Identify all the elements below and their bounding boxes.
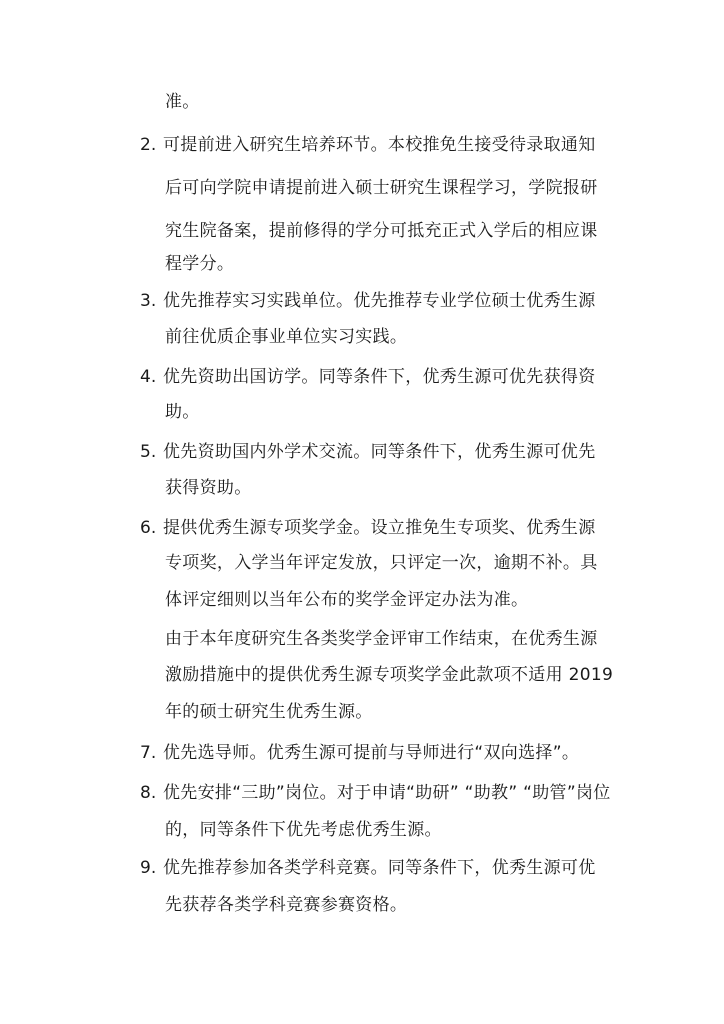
text-line: 优先安排“三助”岗位。对于申请“助研” “助教” “助管”岗位 [163, 783, 611, 803]
text-line: 可提前进入研究生培养环节。本校推免生接受待录取通知 [163, 135, 596, 155]
text-line: 优先推荐参加各类学科竞赛。同等条件下，优秀生源可优 [163, 858, 596, 878]
text-line: 前往优质企事业单位实习实践。 [165, 327, 408, 347]
list-number: 4. [140, 367, 157, 387]
text-line: 由于本年度研究生各类奖学金评审工作结束，在优秀生源 [165, 629, 598, 649]
text-line: 优先推荐实习实践单位。优先推荐专业学位硕士优秀生源 [163, 291, 596, 311]
text-line: 究生院备案，提前修得的学分可抵充正式入学后的相应课 [165, 221, 598, 241]
list-number: 3. [140, 291, 157, 311]
list-number: 9. [140, 858, 157, 878]
text-line: 获得资助。 [165, 478, 252, 498]
text-line: 先获荐各类学科竞赛参赛资格。 [165, 895, 408, 915]
text-line: 准。 [165, 92, 200, 112]
list-number: 7. [140, 743, 157, 763]
text-line: 优先选导师。优秀生源可提前与导师进行“双向选择”。 [163, 743, 580, 763]
list-number: 5. [140, 442, 157, 462]
list-number: 8. [140, 783, 157, 803]
list-number: 6. [140, 518, 157, 538]
text-line: 助。 [165, 402, 200, 422]
text-line: 体评定细则以当年公布的奖学金评定办法为准。 [165, 590, 529, 610]
text-line: 年的硕士研究生优秀生源。 [165, 702, 373, 722]
text-line: 程学分。 [165, 254, 235, 274]
text-line: 的，同等条件下优先考虑优秀生源。 [165, 820, 442, 840]
list-number: 2. [140, 135, 157, 155]
text-line: 专项奖，入学当年评定发放，只评定一次，逾期不补。具 [165, 553, 598, 573]
text-line: 激励措施中的提供优秀生源专项奖学金此款项不适用 2019 [165, 665, 614, 685]
text-line: 优先资助出国访学。同等条件下，优秀生源可优先获得资 [163, 367, 596, 387]
text-line: 优先资助国内外学术交流。同等条件下，优秀生源可优先 [163, 442, 596, 462]
text-line: 后可向学院申请提前进入硕士研究生课程学习，学院报研 [165, 178, 598, 198]
text-line: 提供优秀生源专项奖学金。设立推免生专项奖、优秀生源 [163, 518, 596, 538]
